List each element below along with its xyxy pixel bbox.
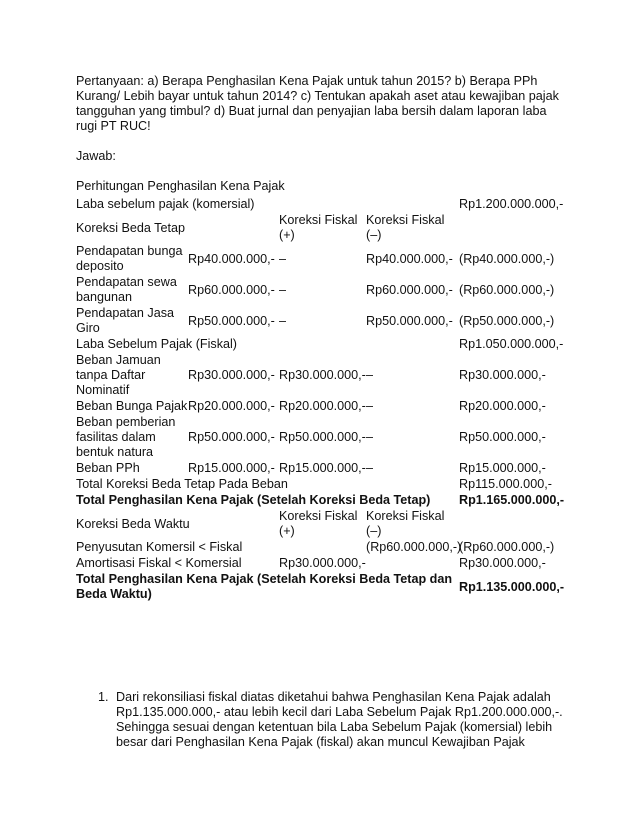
row-amount: Rp50.000.000,-	[188, 430, 275, 444]
row-minus: Rp40.000.000,-	[366, 251, 453, 266]
table-row	[76, 197, 566, 213]
table-row	[76, 572, 566, 603]
row-plus: Rp50.000.000,-	[279, 430, 366, 444]
row-plus: Rp20.000.000,-	[279, 399, 366, 413]
row-label: Penyusutan Komersil < Fiskal	[76, 540, 243, 554]
table-row	[76, 477, 566, 493]
row-minus: –	[366, 368, 374, 382]
row-label: Total Penghasilan Kena Pajak (Setelah Koreksi Beda Tetap dan Beda Waktu)	[76, 572, 453, 601]
table-row	[76, 353, 566, 399]
row-label: Laba sebelum pajak (komersial)	[76, 197, 255, 211]
row-label: Beban Jamuan tanpa Daftar Nominatif	[76, 353, 161, 397]
row-label: Total Koreksi Beda Tetap Pada Beban	[76, 477, 288, 491]
table-row	[76, 306, 566, 337]
row-plus: Rp30.000.000,-	[279, 368, 366, 382]
conclusion-notes	[76, 690, 566, 750]
row-total: (Rp40.000.000,-)	[459, 251, 555, 266]
row-total: Rp115.000.000,-	[459, 477, 552, 491]
row-label: Beban Bunga Pajak	[76, 399, 188, 413]
row-plus: –	[279, 282, 287, 297]
row-minus: Rp60.000.000,-	[366, 282, 453, 297]
column-header-minus: Koreksi Fiskal (–)	[366, 213, 445, 242]
row-minus: –	[366, 430, 374, 444]
table-row	[76, 399, 566, 415]
row-amount: Rp30.000.000,-	[188, 368, 275, 382]
table-row	[76, 509, 566, 540]
tax-calculation-table	[76, 197, 566, 603]
row-total: (Rp60.000.000,-)	[459, 540, 555, 554]
row-minus: (Rp60.000.000,-)	[366, 540, 462, 554]
row-label: Beban pemberian fasilitas dalam bentuk natura	[76, 415, 176, 459]
row-total: Rp50.000.000,-	[459, 430, 546, 444]
column-header-plus: Koreksi Fiskal (+)	[279, 213, 358, 242]
row-amount: Rp50.000.000,-	[188, 313, 275, 328]
row-minus: –	[366, 399, 374, 413]
table-row	[76, 556, 566, 572]
row-label: Pendapatan bunga deposito	[76, 244, 183, 273]
row-total: Rp20.000.000,-	[459, 399, 546, 413]
row-amount: Rp40.000.000,-	[188, 251, 275, 266]
row-total: Rp1.050.000.000,-	[459, 337, 564, 351]
row-label: Total Penghasilan Kena Pajak (Setelah Koreksi Beda Tetap)	[76, 493, 431, 507]
row-label: Pendapatan Jasa Giro	[76, 306, 175, 335]
row-total: (Rp50.000.000,-)	[459, 313, 555, 328]
section-title: Perhitungan Penghasilan Kena Pajak	[76, 179, 285, 193]
row-total: Rp1.135.000.000,-	[459, 579, 565, 594]
table-row	[76, 493, 566, 509]
row-label: Pendapatan sewa bangunan	[76, 275, 177, 304]
row-total: (Rp60.000.000,-)	[459, 282, 555, 297]
list-item: 1. Dari rekonsiliasi fiskal diatas diketahui bahwa Penghasilan Kena Pajak adalah Rp1.135.000.000,- atau lebih kecil dari Laba Sebelum Pajak Rp1.200.000.000,-. Sehingga sesuai dengan ketentuan bila Laba Sebelum Pajak (komersial) lebih besar dari Penghasilan Kena Pajak (fiskal) akan muncul Kewajiban Pajak	[112, 690, 566, 750]
row-plus: Rp15.000.000,-	[279, 461, 366, 475]
row-total: Rp1.200.000.000,-	[459, 197, 564, 211]
row-total: Rp1.165.000.000,-	[459, 493, 565, 507]
column-header-minus: Koreksi Fiskal (–)	[366, 509, 445, 538]
row-plus: –	[279, 313, 287, 328]
table-row	[76, 213, 566, 244]
answer-label: Jawab:	[76, 149, 116, 163]
column-header-plus: Koreksi Fiskal (+)	[279, 509, 358, 538]
row-amount: Rp60.000.000,-	[188, 282, 275, 297]
row-minus: –	[366, 461, 374, 475]
row-total: Rp30.000.000,-	[459, 368, 546, 382]
row-total: Rp30.000.000,-	[459, 556, 546, 570]
table-row	[76, 275, 566, 306]
row-label: Koreksi Beda Waktu	[76, 516, 190, 531]
row-amount: Rp20.000.000,-	[188, 399, 275, 413]
table-row	[76, 461, 566, 477]
row-amount: Rp15.000.000,-	[188, 461, 275, 475]
table-row	[76, 337, 566, 353]
row-label: Amortisasi Fiskal < Komersial	[76, 556, 242, 570]
row-label: Beban PPh	[76, 461, 140, 475]
table-row	[76, 415, 566, 461]
row-total: Rp15.000.000,-	[459, 461, 546, 475]
row-label: Laba Sebelum Pajak (Fiskal)	[76, 337, 237, 351]
question-paragraph: Pertanyaan: a) Berapa Penghasilan Kena Pajak untuk tahun 2015? b) Berapa PPh Kurang/ Lebih bayar untuk tahun 2014? c) Tentukan apakah aset atau kewajiban pajak tangguhan yang timbul? d) Buat jurnal dan penyajian laba bersih dalam laporan laba rugi PT RUC!	[76, 74, 559, 133]
row-plus: Rp30.000.000,-	[279, 556, 366, 570]
document-body	[76, 74, 566, 603]
row-minus: Rp50.000.000,-	[366, 313, 453, 328]
numbered-list	[76, 690, 566, 750]
row-plus: –	[279, 251, 287, 266]
table-row	[76, 540, 566, 556]
table-row	[76, 244, 566, 275]
row-label: Koreksi Beda Tetap	[76, 220, 185, 235]
